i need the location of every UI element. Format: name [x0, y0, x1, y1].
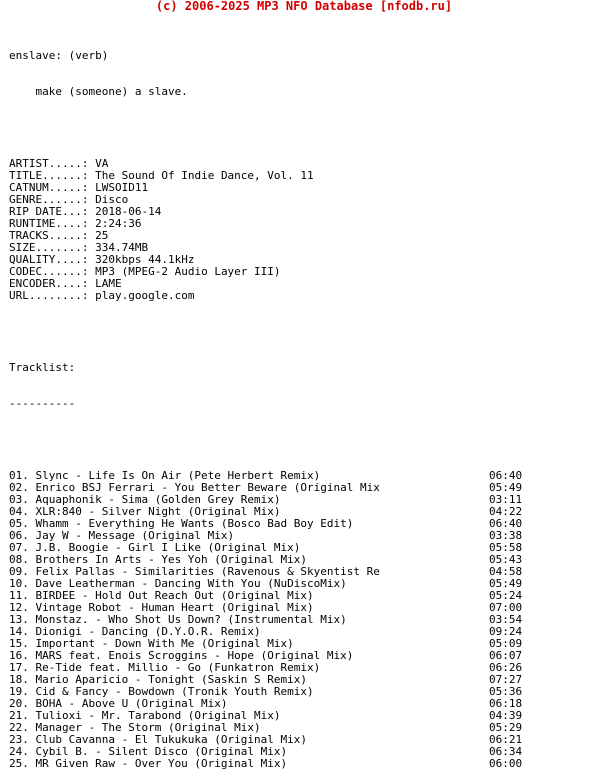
- track-duration: 05:29: [489, 721, 523, 734]
- track-title: 08. Brothers In Arts - Yes Yoh (Original Mix): [9, 553, 308, 566]
- tracklist: [9, 470, 604, 770]
- track-duration: 06:18: [489, 697, 523, 710]
- track-duration: 07:00: [489, 601, 523, 614]
- track-duration: 04:58: [489, 565, 523, 578]
- track-duration: 06:21: [489, 733, 523, 746]
- track-row: [9, 602, 604, 614]
- track-row: [9, 590, 604, 602]
- definition-line-2: make (someone) a slave.: [9, 85, 188, 98]
- blank-line: [9, 434, 604, 446]
- info-value: 2018-06-14: [95, 205, 162, 218]
- track-title: 09. Felix Pallas - Similarities (Ravenous & Skyentist Re: [9, 565, 380, 578]
- info-key: URL........:: [9, 289, 89, 302]
- track-duration: 05:49: [489, 481, 523, 494]
- info-key: RUNTIME....:: [9, 217, 89, 230]
- info-row: [9, 290, 604, 302]
- track-duration: 05:58: [489, 541, 523, 554]
- info-value: MP3 (MPEG-2 Audio Layer III): [95, 265, 281, 278]
- track-title: 22. Manager - The Storm (Original Mix): [9, 721, 261, 734]
- info-key: RIP DATE...:: [9, 205, 89, 218]
- track-row: [9, 746, 604, 758]
- track-duration: 06:07: [489, 649, 523, 662]
- track-duration: 06:34: [489, 745, 523, 758]
- info-key: ENCODER....:: [9, 277, 89, 290]
- blank-line: [9, 326, 604, 338]
- info-value: play.google.com: [95, 289, 195, 302]
- track-row: [9, 662, 604, 674]
- track-title: 25. MR Given Raw - Over You (Original Mix): [9, 757, 288, 770]
- track-title: 14. Dionigi - Dancing (D.Y.O.R. Remix): [9, 625, 261, 638]
- track-title: 23. Club Cavanna - El Tukukuka (Original Mix): [9, 733, 308, 746]
- track-title: 03. Aquaphonik - Sima (Golden Grey Remix): [9, 493, 281, 506]
- track-duration: 06:40: [489, 517, 523, 530]
- track-title: 12. Vintage Robot - Human Heart (Original Mix): [9, 601, 314, 614]
- track-title: 18. Mario Aparicio - Tonight (Saskin S Remix): [9, 673, 308, 686]
- info-key: QUALITY....:: [9, 253, 89, 266]
- track-duration: 05:09: [489, 637, 523, 650]
- track-row: [9, 614, 604, 626]
- info-value: 2:24:36: [95, 217, 142, 230]
- info-value: 334.74MB: [95, 241, 149, 254]
- track-row: [9, 674, 604, 686]
- track-row: [9, 710, 604, 722]
- release-info: [9, 158, 604, 302]
- track-title: 05. Whamm - Everything He Wants (Bosco Bad Boy Edit): [9, 517, 354, 530]
- track-row: [9, 650, 604, 662]
- track-row: [9, 686, 604, 698]
- info-value: VA: [95, 157, 109, 170]
- definition-line-1: enslave: (verb): [9, 49, 109, 62]
- track-title: 04. XLR:840 - Silver Night (Original Mix): [9, 505, 281, 518]
- info-value: 25: [95, 229, 109, 242]
- track-duration: 06:40: [489, 469, 523, 482]
- track-row: [9, 698, 604, 710]
- track-row: [9, 578, 604, 590]
- site-header: (c) 2006-2025 MP3 NFO Database [nfodb.ru]: [155, 0, 453, 13]
- track-duration: 05:49: [489, 577, 523, 590]
- track-title: 19. Cid & Fancy - Bowdown (Tronik Youth Remix): [9, 685, 314, 698]
- info-key: SIZE.......:: [9, 241, 89, 254]
- track-title: 24. Cybil B. - Silent Disco (Original Mix): [9, 745, 288, 758]
- track-row: [9, 734, 604, 746]
- info-value: Disco: [95, 193, 129, 206]
- track-title: 20. BOHA - Above U (Original Mix): [9, 697, 228, 710]
- track-duration: 03:38: [489, 529, 523, 542]
- track-row: [9, 626, 604, 638]
- track-title: 21. Tulioxi - Mr. Tarabond (Original Mix): [9, 709, 281, 722]
- tracklist-title: Tracklist:: [9, 361, 76, 374]
- track-title: 06. Jay W - Message (Original Mix): [9, 529, 235, 542]
- track-title: 16. MARS feat. Enois Scroggins - Hope (Original Mix): [9, 649, 354, 662]
- track-duration: 05:43: [489, 553, 523, 566]
- track-row: [9, 758, 604, 770]
- track-title: 01. Slync - Life Is On Air (Pete Herbert Remix): [9, 469, 321, 482]
- info-value: LAME: [95, 277, 122, 290]
- track-title: 11. BIRDEE - Hold Out Reach Out (Original Mix): [9, 589, 314, 602]
- track-duration: 05:24: [489, 589, 523, 602]
- info-key: CODEC......:: [9, 265, 89, 278]
- track-duration: 09:24: [489, 625, 523, 638]
- track-title: 15. Important - Down With Me (Original Mix): [9, 637, 294, 650]
- nfo-text: [9, 26, 604, 782]
- info-key: TITLE......:: [9, 169, 89, 182]
- track-duration: 05:36: [489, 685, 523, 698]
- info-value: The Sound Of Indie Dance, Vol. 11: [95, 169, 314, 182]
- info-value: 320kbps 44.1kHz: [95, 253, 195, 266]
- track-title: 02. Enrico BSJ Ferrari - You Better Beware (Original Mix: [9, 481, 380, 494]
- track-row: [9, 722, 604, 734]
- info-key: ARTIST.....:: [9, 157, 89, 170]
- info-key: TRACKS.....:: [9, 229, 89, 242]
- track-duration: 06:26: [489, 661, 523, 674]
- track-duration: 03:11: [489, 493, 523, 506]
- track-duration: 07:27: [489, 673, 523, 686]
- track-duration: 03:54: [489, 613, 523, 626]
- track-title: 10. Dave Leatherman - Dancing With You (NuDiscoMix): [9, 577, 347, 590]
- track-duration: 04:39: [489, 709, 523, 722]
- info-key: GENRE......:: [9, 193, 89, 206]
- track-title: 13. Monstaz. - Who Shot Us Down? (Instrumental Mix): [9, 613, 347, 626]
- track-title: 17. Re-Tide feat. Millio - Go (Funkatron Remix): [9, 661, 321, 674]
- track-title: 07. J.B. Boogie - Girl I Like (Original Mix): [9, 541, 301, 554]
- info-key: CATNUM.....:: [9, 181, 89, 194]
- blank-line: [9, 122, 604, 134]
- info-value: LWSOID11: [95, 181, 149, 194]
- track-duration: 06:00: [489, 757, 523, 770]
- track-duration: 04:22: [489, 505, 523, 518]
- tracklist-rule: ----------: [9, 397, 76, 410]
- track-row: [9, 638, 604, 650]
